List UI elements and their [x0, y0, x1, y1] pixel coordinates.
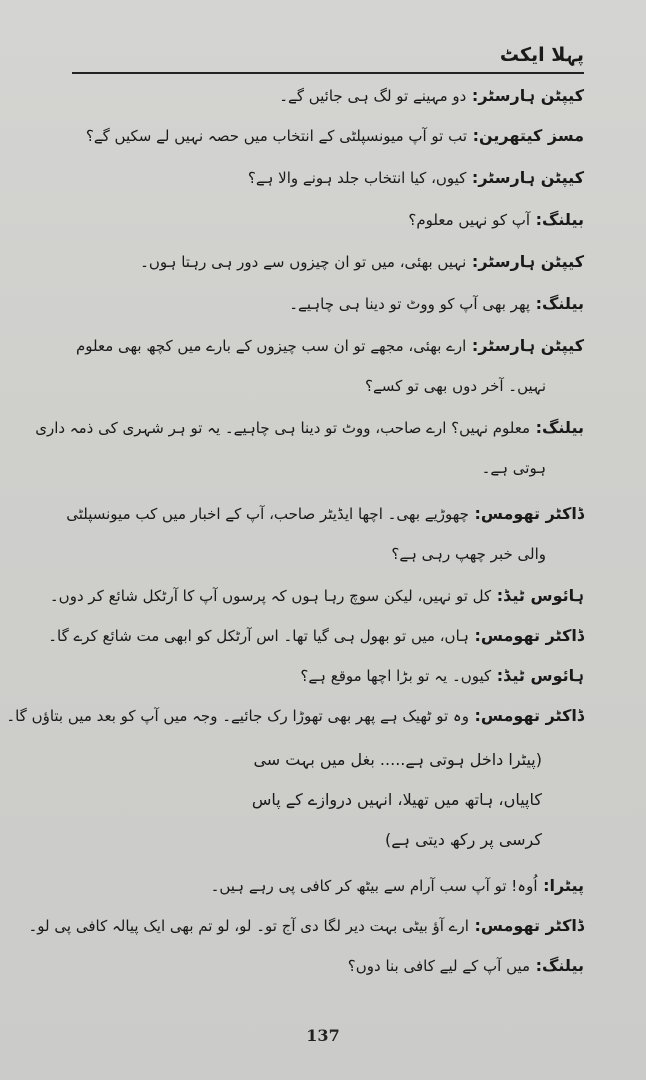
speaker-name: ہائوس ٹیڈ:: [491, 666, 584, 685]
speaker-name: کیپٹن ہارسٹر:: [466, 336, 584, 355]
speaker-name: بیلنگ:: [530, 956, 584, 975]
speaker-name: کیپٹن ہارسٹر:: [466, 168, 584, 187]
dialogue-text: ارے بھئی، مجھے تو ان سب چیزوں کے بارے میں کچھ بھی معلوم: [75, 337, 467, 355]
stage-direction: [72, 748, 542, 772]
dialogue-text: ہوتی ہے۔: [481, 459, 546, 477]
dialogue-line: [35, 416, 584, 440]
dialogue-text: چھوڑیے بھی۔ اچھا ایڈیٹر صاحب، آپ کے اخبار میں کب میونسپلٹی: [66, 505, 469, 523]
page-number: 137: [306, 1026, 340, 1045]
stage-direction: [72, 788, 542, 812]
dialogue-text: نہیں بھئی، میں تو ان چیزوں سے دور ہی رہتا ہوں۔: [140, 253, 467, 271]
running-header: [72, 40, 584, 74]
dialogue-line: [72, 208, 584, 232]
dialogue-line: [72, 334, 584, 358]
dialogue-text: اُوہ! تو آپ سب آرام سے بیٹھ کر کافی پی رہے ہیں۔: [210, 877, 538, 895]
dialogue-line: [6, 704, 584, 728]
dialogue-line: [72, 250, 584, 274]
dialogue-text: ہاں، میں تو بھول ہی گیا تھا۔ اس آرٹکل کو ابھی مت شائع کرے گا۔: [48, 627, 469, 645]
speaker-name: ڈاکٹر تھومس:: [468, 504, 584, 523]
stage-direction-text: کاپیاں، ہاتھ میں تھیلا، انہیں دروازے کے پاس: [251, 790, 542, 809]
dialogue-text: دو مہینے تو لگ ہی جائیں گے۔: [279, 87, 467, 105]
speaker-name: پیٹرا:: [537, 876, 584, 895]
dialogue-text: ارے آؤ بیٹی بہت دیر لگا دی آج تو۔ لو، لو تم بھی ایک پیالہ کافی پی لو۔: [28, 917, 469, 935]
dialogue-line: [72, 664, 584, 688]
dialogue-line: [72, 84, 584, 108]
speaker-name: ہائوس ٹیڈ:: [491, 586, 584, 605]
dialogue-text: نہیں۔ آخر دوں بھی تو کسے؟: [365, 377, 546, 395]
dialogue-text: پھر بھی آپ کو ووٹ تو دینا ہی چاہیے۔: [289, 295, 531, 313]
dialogue-text: معلوم نہیں؟ ارے صاحب، ووٹ تو دینا ہی چاہیے۔ یہ تو ہر شہری کی ذمہ داری: [35, 419, 531, 437]
dialogue-text: والی خبر چھپ رہی ہے؟: [391, 545, 546, 563]
dialogue-text: وہ تو ٹھیک ہے پھر بھی تھوڑا رک جائیے۔ وجہ میں آپ کو بعد میں بتاؤں گا۔: [6, 707, 469, 725]
speaker-name: ڈاکٹر تھومس:: [468, 626, 584, 645]
speaker-name: ڈاکٹر تھومس:: [468, 706, 584, 725]
dialogue-text: آپ کو نہیں معلوم؟: [408, 211, 531, 229]
dialogue-line: [48, 624, 584, 648]
dialogue-line: [72, 874, 584, 898]
dialogue-text: کل تو نہیں، لیکن سوچ رہا ہوں کہ پرسوں آپ کا آرٹکل شائع کر دوں۔: [49, 587, 492, 605]
dialogue-line: [28, 914, 584, 938]
speaker-name: کیپٹن ہارسٹر:: [466, 252, 584, 271]
header-title: پہلا ایکٹ: [499, 44, 584, 66]
speaker-name: مسز کیتھرین:: [467, 126, 584, 145]
dialogue-line: [72, 954, 584, 978]
dialogue-continuation: [72, 542, 546, 566]
stage-direction-text: (پیٹرا داخل ہوتی ہے..... بغل میں بہت سی: [253, 750, 542, 769]
dialogue-line: [72, 124, 584, 148]
dialogue-line: [72, 166, 584, 190]
page-body: [6, 84, 584, 984]
stage-direction: [72, 828, 542, 852]
dialogue-line: [72, 292, 584, 316]
stage-direction-text: کرسی پر رکھ دیتی ہے): [385, 830, 542, 849]
dialogue-line: [66, 502, 584, 526]
speaker-name: بیلنگ:: [530, 210, 584, 229]
speaker-name: بیلنگ:: [530, 294, 584, 313]
dialogue-text: کیوں۔ یہ تو بڑا اچھا موقع ہے؟: [300, 667, 492, 685]
dialogue-text: میں آپ کے لیے کافی بنا دوں؟: [347, 957, 531, 975]
speaker-name: بیلنگ:: [530, 418, 584, 437]
dialogue-continuation: [72, 456, 546, 480]
dialogue-line: [49, 584, 584, 608]
speaker-name: کیپٹن ہارسٹر:: [466, 86, 584, 105]
speaker-name: ڈاکٹر تھومس:: [468, 916, 584, 935]
dialogue-text: تب تو آپ میونسپلٹی کے انتخاب میں حصہ نہیں لے سکیں گے؟: [85, 127, 468, 145]
dialogue-text: کیوں، کیا انتخاب جلد ہونے والا ہے؟: [247, 169, 467, 187]
dialogue-continuation: [72, 374, 546, 398]
